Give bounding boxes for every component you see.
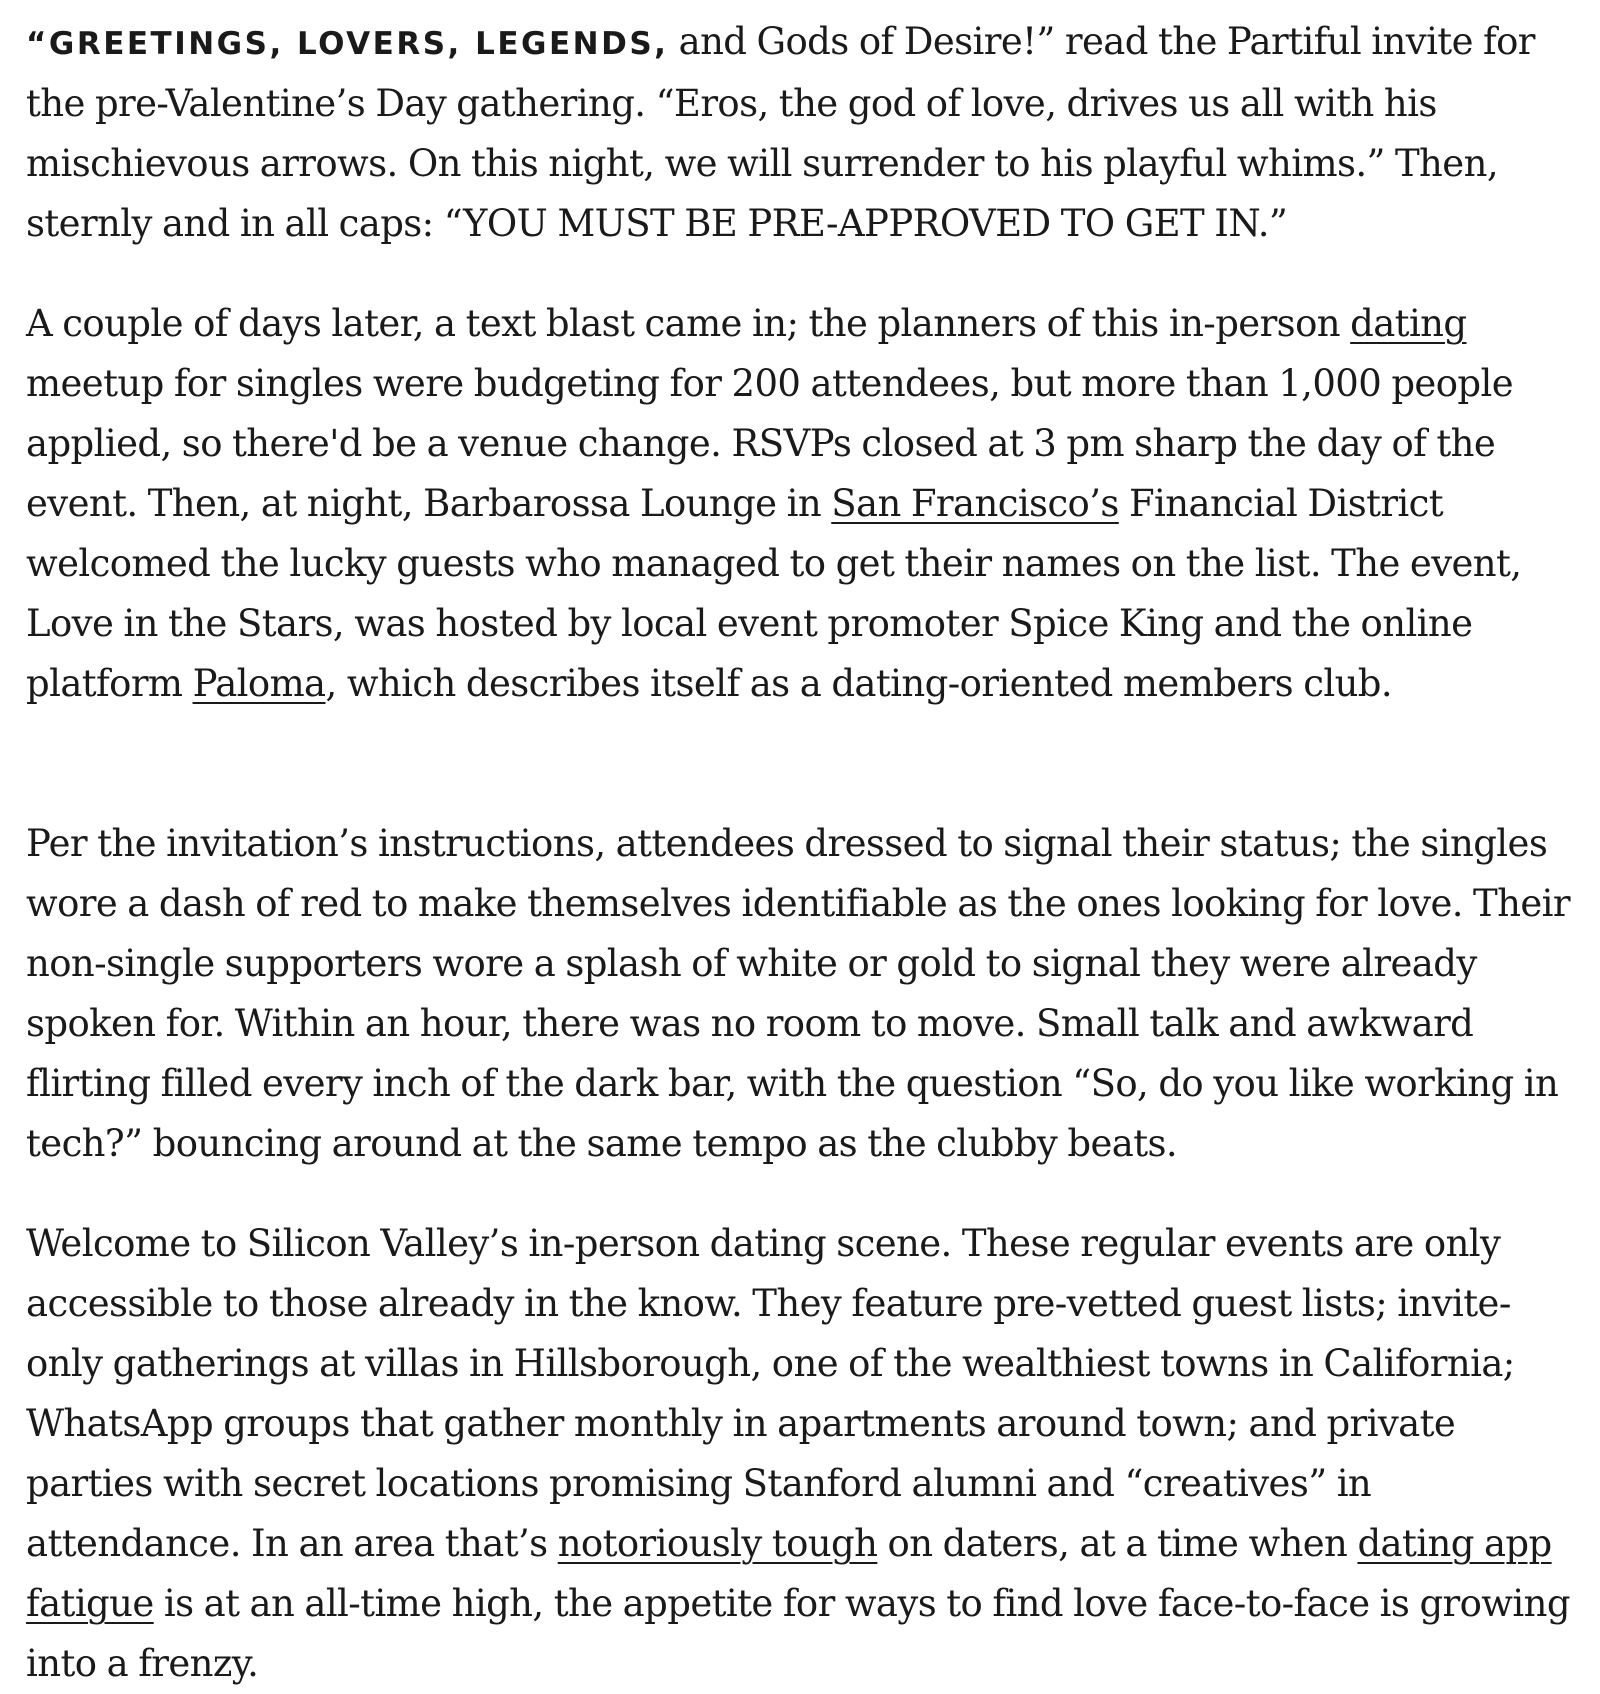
link-notoriously-tough[interactable]: notoriously tough — [557, 1522, 878, 1565]
paragraph-4 — [26, 1214, 1575, 1694]
paragraph-text: Welcome to Silicon Valley’s in-person dating scene. These regular events are only accessible to those already in the know. They feature pre-vetted guest lists; invite-only gatherings at villas in Hillsborough, one of the wealthiest towns in California; WhatsApp groups that gather monthly in apartments around town; and private parties with secret locations promising Stanford alumni and “creatives” in attendance. In an area that’s — [26, 1222, 1515, 1565]
paragraph-text: Financial District welcomed the lucky guests who managed to get their names on the list. The event, Love in the Stars, was hosted by local event promoter Spice King and the online platform — [26, 482, 1522, 705]
link-san-francisco[interactable]: San Francisco’s — [831, 482, 1119, 525]
paragraph-text: A couple of days later, a text blast came in; the planners of this in-person — [26, 302, 1351, 345]
paragraph-2 — [26, 294, 1575, 714]
paragraph-text: Per the invitation’s instructions, attendees dressed to signal their status; the singles wore a dash of red to make themselves identifiable as the ones looking for love. Their non-single supporters wore a splash of white or gold to signal they were already spoken for. Within an hour, there was no room to move. Small talk and awkward flirting filled every inch of the dark bar, with the question “So, do you like working in tech?” bouncing around at the same tempo as the clubby beats. — [26, 822, 1570, 1165]
lead-in-caps: “GREETINGS, LOVERS, LEGENDS, — [26, 26, 669, 62]
link-dating[interactable]: dating — [1350, 302, 1467, 345]
paragraph-text: meetup for singles were budgeting for 200 attendees, but more than 1,000 people applied, so there'd be a venue change. RSVPs closed at 3 pm sharp the day of the event. Then, at night, Barbarossa Lounge in — [26, 362, 1513, 525]
paragraph-3 — [26, 814, 1575, 1174]
link-dating-app-fatigue[interactable]: dating app fatigue — [26, 1522, 1552, 1625]
paragraph-text: and Gods of Desire!” read the Partiful invite for the pre-Valentine’s Day gathering. “Eros, the god of love, drives us all with his mischievous arrows. On this night, we will surrender to his playful whims.” Then, sternly and in all caps: “YOU MUST BE PRE-APPROVED TO GET IN.” — [26, 20, 1535, 245]
paragraph-1 — [26, 0, 1575, 254]
paragraph-text: on daters, at a time when — [877, 1522, 1358, 1565]
paragraph-text: , which describes itself as a dating-oriented members club. — [325, 662, 1393, 705]
link-paloma[interactable]: Paloma — [192, 662, 326, 705]
paragraph-text: is at an all-time high, the appetite for ways to find love face-to-face is growing into a frenzy. — [26, 1582, 1570, 1685]
